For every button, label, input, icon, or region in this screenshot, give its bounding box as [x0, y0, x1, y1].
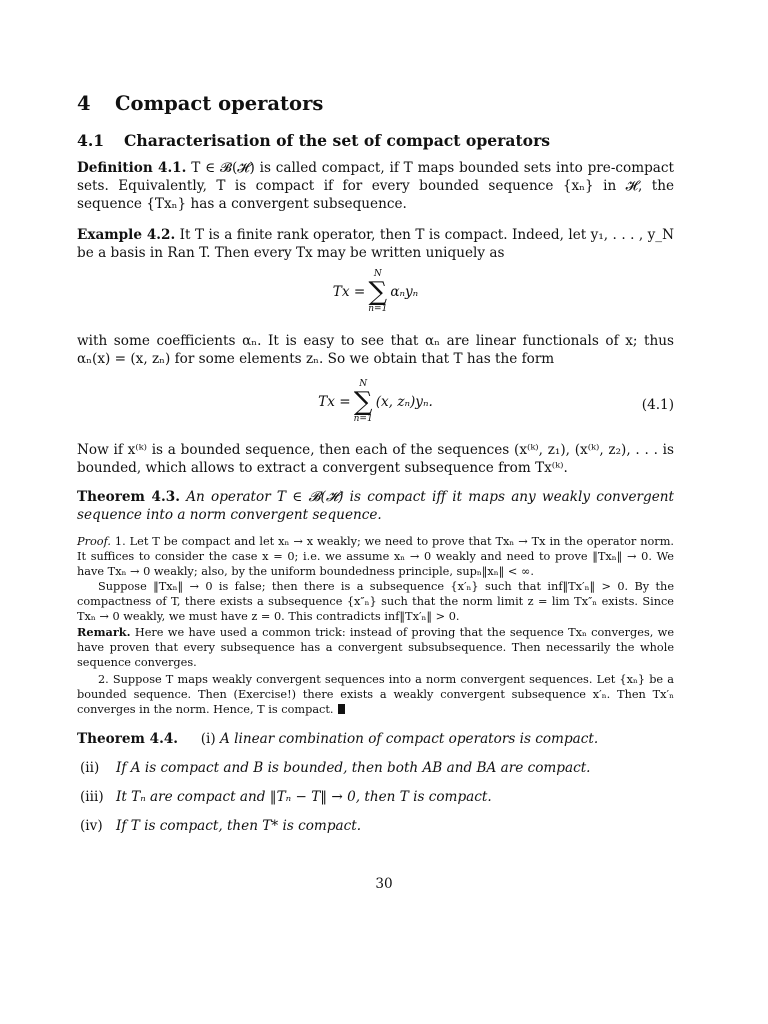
definition-4-1 [77, 159, 674, 213]
definition-label: Definition 4.1. [77, 160, 187, 176]
item-number: (iv) [80, 818, 103, 834]
equation-tx-sum [77, 270, 674, 314]
proof-part-1b [77, 579, 674, 624]
theorem-4-3-label: Theorem 4.3. [77, 489, 180, 505]
item-number: (i) [200, 731, 216, 747]
item-text: It Tₙ are compact and ‖Tₙ − T‖ → 0, then T is compact. [116, 789, 492, 805]
equation-number: (4.1) [641, 397, 674, 413]
eq1-lhs: Tx = [332, 284, 366, 300]
definition-text: T ∈ 𝓑(𝓗) is called compact, if T maps bounded sets into pre-compact sets. Equivalently, T is compact if for every bounded sequence {xₙ} in 𝓗, the sequence {Txₙ} has a convergent subsequence. [77, 160, 674, 212]
example-4-2-intro [77, 226, 674, 262]
section-heading [77, 92, 674, 115]
proof-text-1: 1. Let T be compact and let xₙ → x weakly; we need to prove that Txₙ → Tx in the operator norm. It suffices to consider the case x = 0; i.e. we assume xₙ → 0 weakly and need to prove ‖Txₙ‖ → 0. We have Txₙ → 0 weakly; also, by the uniform boundedness principle, supₙ‖xₙ‖ < ∞. [77, 535, 675, 578]
item-number: (ii) [80, 760, 100, 776]
summation-symbol: N ∑ n=1 [368, 269, 388, 314]
proof-part-2 [77, 672, 674, 717]
section-number: 4 [77, 92, 91, 115]
eq1-rhs: αₙyₙ [390, 284, 419, 300]
item-text: A linear combination of compact operators is compact. [219, 731, 599, 747]
remark-label: Remark. [77, 625, 131, 639]
item-text: If A is compact and B is bounded, then both AB and BA are compact. [116, 760, 591, 776]
eq2-lhs: Tx = [318, 394, 351, 410]
theorem-4-3 [77, 488, 674, 524]
eq2-rhs: (x, zₙ)yₙ. [375, 394, 433, 410]
example-4-2-end [77, 441, 674, 477]
example-4-2-middle [77, 332, 674, 368]
qed-square-icon [338, 704, 345, 714]
example-label: Example 4.2. [77, 227, 176, 243]
summation-symbol: N ∑ n=1 [353, 379, 373, 424]
theorem-4-4-item-iv [80, 818, 677, 834]
example-text-2: with some coefficients αₙ. It is easy to see that αₙ are linear functionals of x; thus αₙ(x) = (x, zₙ) for some elements zₙ. So we obtain that T has the form [77, 333, 674, 367]
page-number: 30 [375, 876, 393, 892]
theorem-4-4-item-ii [80, 760, 677, 776]
example-text-3: Now if x⁽ᵏ⁾ is a bounded sequence, then each of the sequences (x⁽ᵏ⁾, z₁), (x⁽ᵏ⁾, z₂), . . . is bounded, which allows to extract a convergent subsequence from Tx⁽ᵏ⁾. [77, 442, 674, 476]
subsection-title: Characterisation of the set of compact operators [124, 131, 551, 150]
theorem-4-4-label: Theorem 4.4. [77, 731, 179, 747]
proof-part-1 [77, 534, 674, 579]
equation-4-1 [77, 380, 674, 424]
proof-label: Proof. [77, 535, 111, 548]
section-title: Compact operators [115, 92, 324, 115]
theorem-4-4-item-i [77, 731, 674, 747]
item-number: (iii) [80, 789, 104, 805]
theorem-4-4-item-iii [80, 789, 677, 805]
example-text-1: It T is a finite rank operator, then T is compact. Indeed, let y₁, . . . , y_N be a basis in Ran T. Then every Tx may be written uniquely as [77, 227, 674, 261]
remark [77, 625, 674, 670]
subsection-number: 4.1 [77, 131, 105, 150]
theorem-4-3-text: An operator T ∈ 𝓑(𝓗) is compact iff it maps any weakly convergent sequence into a norm convergent sequence. [77, 489, 674, 523]
subsection-heading [77, 131, 674, 150]
proof-text-2: Suppose ‖Txₙ‖ → 0 is false; then there is a subsequence {x′ₙ} such that inf‖Tx′ₙ‖ > 0. By the compactness of T, there exists a subsequence {x″ₙ} such that the norm limit z = lim Tx″ₙ exists. Since Txₙ → 0 weakly, we must have z = 0. This contradicts inf‖Tx′ₙ‖ > 0. [77, 580, 674, 623]
proof-text-3: 2. Suppose T maps weakly convergent sequences into a norm convergent sequences. Let {xₙ} be a bounded sequence. Then (Exercise!) there exists a weakly convergent subsequence x′ₙ. Then Tx′ₙ converges in the norm. Hence, T is compact. [77, 673, 674, 716]
remark-text: Here we have used a common trick: instead of proving that the sequence Txₙ converges, we have proven that every subsequence has a convergent subsubsequence. Then necessarily the whole sequence converges. [77, 626, 675, 669]
item-text: If T is compact, then T* is compact. [116, 818, 362, 834]
